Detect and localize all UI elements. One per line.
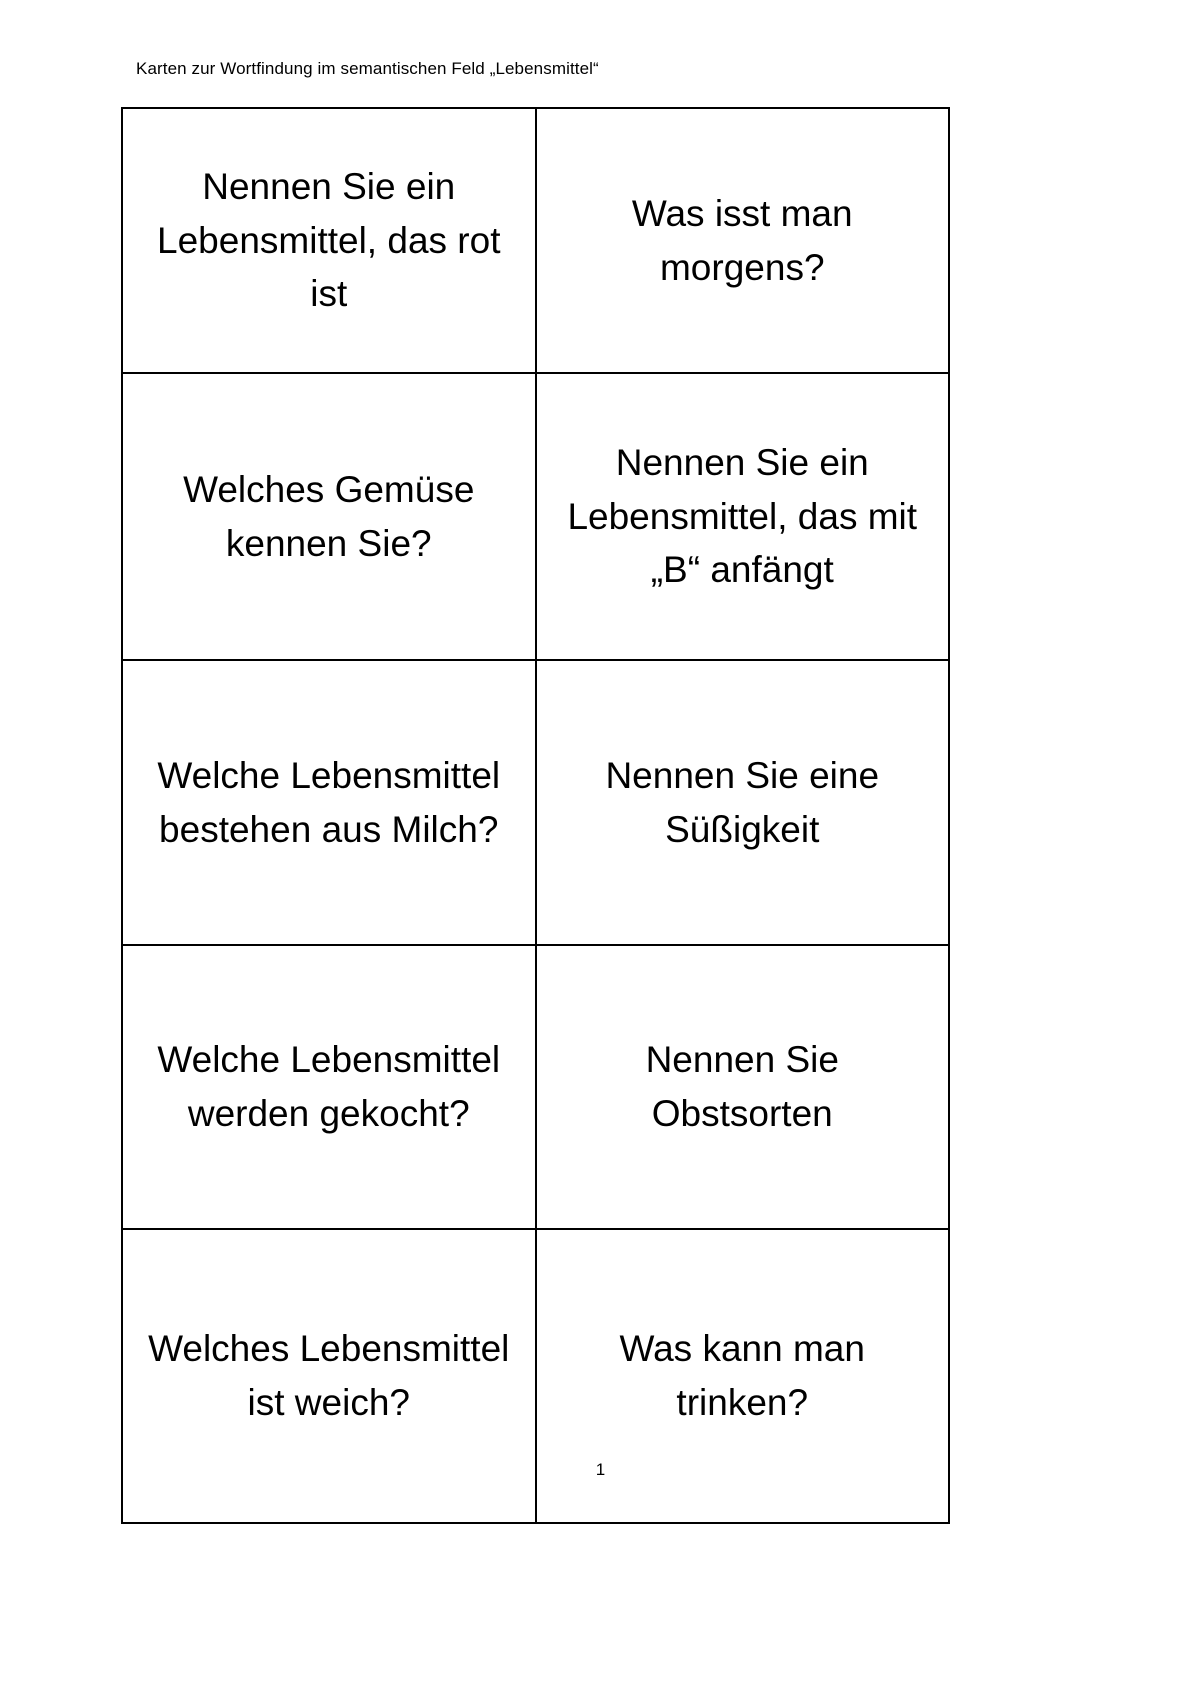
card-text: Welches Lebensmittel ist weich? [148,1328,510,1423]
card-cell [122,945,536,1229]
word-finding-card-grid [121,107,950,1524]
card-cell [536,660,950,945]
card-text: Nennen Sie ein Lebensmittel, das mit „B“ anfängt [567,442,918,591]
card-cell [122,108,536,373]
page-number: 1 [595,1460,606,1479]
card-text: Nennen Sie ein Lebensmittel, das rot ist [157,166,501,315]
card-row [122,108,949,373]
card-text: Welches Gemüse kennen Sie? [183,468,475,564]
card-row [122,660,949,945]
card-row [122,945,949,1229]
card-text: Nennen Sie Obstsorten [645,1039,839,1134]
card-text: Welche Lebensmittel bestehen aus Milch? [157,754,501,850]
card-text: Welche Lebensmittel werden gekocht? [157,1039,501,1134]
card-cell [536,373,950,660]
card-cell [536,108,950,373]
card-text: Nennen Sie eine Süßigkeit [605,754,880,850]
card-cell [122,373,536,660]
card-row [122,373,949,660]
card-cell [536,945,950,1229]
card-text: Was kann man trinken? [619,1328,865,1423]
document-header: Karten zur Wortfindung im semantischen Feld „Lebensmittel“ [136,59,599,78]
card-text: Was isst man morgens? [631,192,853,288]
card-cell [122,660,536,945]
